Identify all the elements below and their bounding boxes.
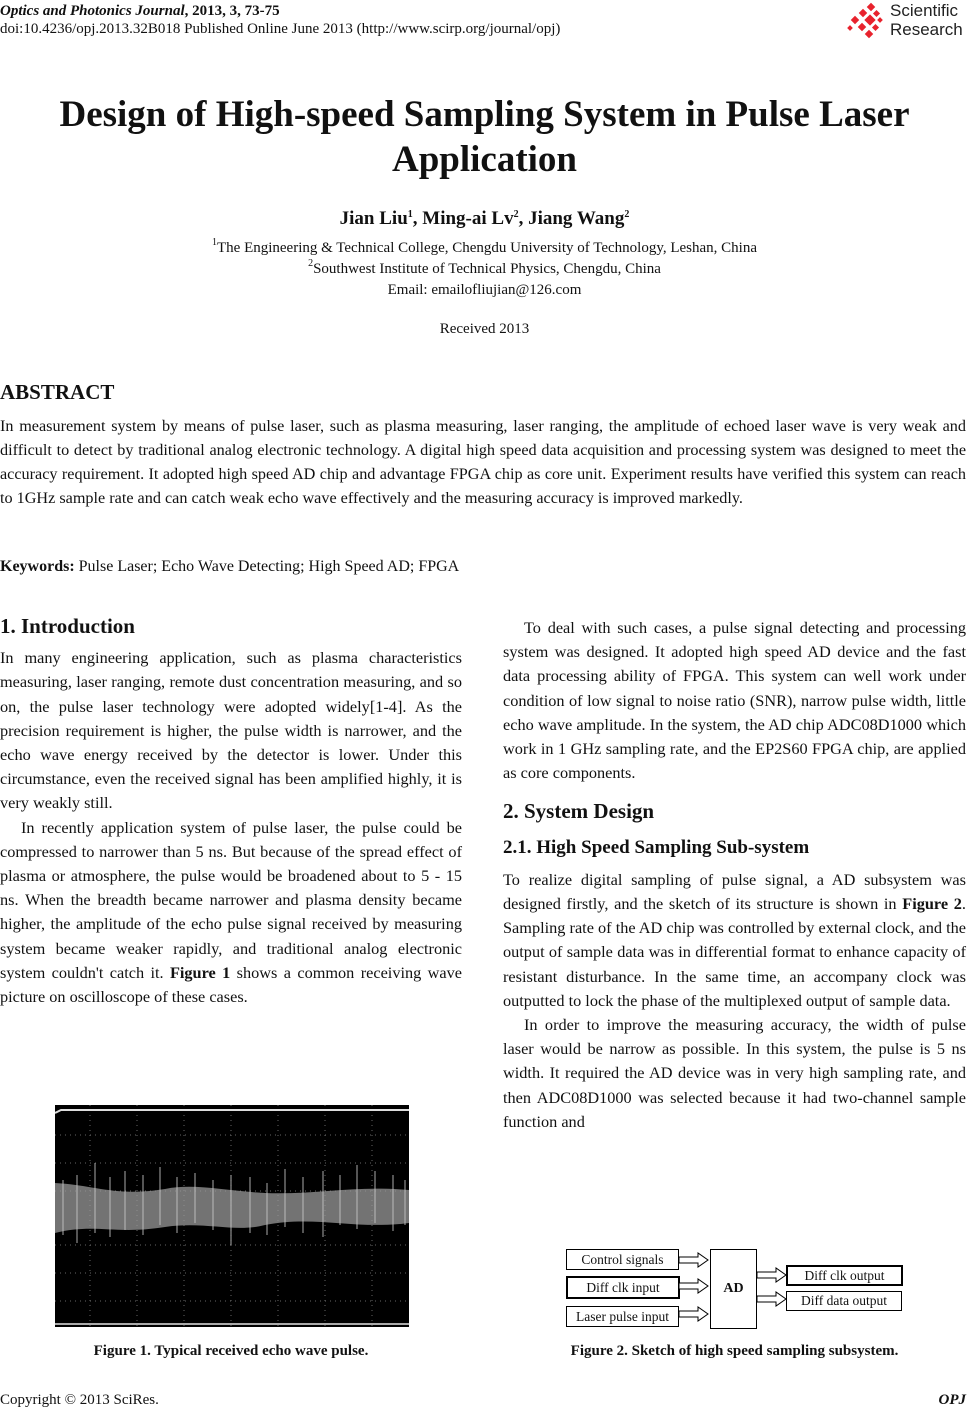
received-date: Received 2013 xyxy=(439,321,530,337)
arrow-right-icon xyxy=(757,1268,786,1282)
affiliation-sup: 1 xyxy=(212,237,217,248)
arrow-right-icon xyxy=(679,1279,708,1293)
title-line-2: Application xyxy=(391,139,578,180)
logo-text-line1: Scientific xyxy=(890,1,959,20)
author-email: Email: emailofliujian@126.com xyxy=(387,282,582,298)
input-control-signals: Control signals xyxy=(566,1249,679,1270)
journal-name: Optics and Photonics Journal xyxy=(0,3,185,19)
abstract-heading: ABSTRACT xyxy=(0,380,115,404)
author-sep: , xyxy=(412,208,423,229)
left-column xyxy=(0,614,462,1009)
intro-paragraph-2 xyxy=(0,816,462,1010)
right-column xyxy=(503,616,966,1134)
text-run: To realize digital sampling of pulse signal, a AD subsystem was designed firstly, and the sketch of its structure is shown in xyxy=(503,869,966,914)
author-list xyxy=(0,208,969,230)
affiliation-sup: 2 xyxy=(308,258,314,269)
figure-2-caption: Figure 2. Sketch of high speed sampling subsystem. xyxy=(570,1343,899,1359)
affiliation-1 xyxy=(0,238,969,258)
arrow-right-icon xyxy=(757,1292,786,1306)
input-laser-pulse: Laser pulse input xyxy=(566,1306,679,1327)
author-sup: 2 xyxy=(513,209,519,220)
text-run: shows a common receiving wave picture on oscilloscope of these cases. xyxy=(0,962,462,1007)
author-sup: 2 xyxy=(624,209,630,220)
abstract-text: In measurement system by means of pulse laser, such as plasma measuring, laser ranging, the amplitude of echoed laser wave is very weak and difficult to detect by traditional analog electronic technology. A digital high speed data acquisition and processing system was designed to meet the accuracy requirement. It adopted high speed AD chip and advantage FPGA chip as core unit. Experiment results have verified this system can reach to 1GHz sample rate and can catch weak echo wave effectively and the measuring accuracy is improved markedly. xyxy=(0,417,966,507)
journal-citation xyxy=(0,2,280,20)
echo-wave-trace-icon xyxy=(55,1105,409,1327)
author-sep: , xyxy=(518,208,529,229)
affiliation-text: The Engineering & Technical College, Chengdu University of Technology, Leshan, China xyxy=(217,240,757,256)
journal-volume-info: , 2013, 3, 73-75 xyxy=(184,3,280,19)
intro-paragraph-1: In many engineering application, such as plasma characteristics measuring, laser ranging, remote dust concentration measuring, and so on, the pulse laser technology were adopted widely[1-4]. As the precision requirement is higher, the pulse width is narrower, and the echo wave energy received by the detector is lower. Under this circumstance, even the received signal has been amplified highly, it is very weakly still. xyxy=(0,648,462,813)
author: Jiang Wang xyxy=(528,208,625,229)
author-sup: 1 xyxy=(407,209,413,220)
journal-abbreviation: OPJ xyxy=(938,1392,966,1408)
logo-text-line2: Research xyxy=(890,20,963,39)
keywords-list: Pulse Laser; Echo Wave Detecting; High Speed AD; FPGA xyxy=(74,558,460,575)
title-line-1: Design of High-speed Sampling System in Pulse Laser xyxy=(59,94,910,135)
input-diff-clk: Diff clk input xyxy=(566,1276,680,1299)
doi-line: doi:10.4236/opj.2013.32B018 Published Online June 2013 (http://www.scirp.org/journal/opj) xyxy=(0,21,561,37)
keywords xyxy=(0,558,459,576)
author: Ming-ai Lv xyxy=(422,208,514,229)
subsection-heading-sampling: 2.1. High Speed Sampling Sub-system xyxy=(503,836,810,858)
figure-2-reference[interactable]: Figure 2 xyxy=(902,894,962,914)
publisher-logo xyxy=(846,0,969,44)
figure-1-reference[interactable]: Figure 1 xyxy=(169,962,231,982)
figure-1-oscilloscope-image xyxy=(55,1105,409,1327)
figure-2-block-diagram xyxy=(560,1245,910,1335)
copyright-notice: Copyright © 2013 SciRes. xyxy=(0,1392,159,1408)
scientific-research-diamond-logo-icon xyxy=(846,2,886,42)
ad-converter-block: AD xyxy=(710,1249,757,1329)
system-paragraph-1 xyxy=(503,868,966,1013)
text-run: . Sampling rate of the AD chip was controlled by external clock, and the output of sample data was in differential format to enhance capacity of resistant disturbance. In the same time, an accompany clock was outputted to lock the phase of the multiplexed output of sample data. xyxy=(503,894,966,1010)
keywords-label: Keywords: xyxy=(0,558,75,575)
figure-1-caption: Figure 1. Typical received echo wave pulse. xyxy=(93,1343,369,1359)
paper-title xyxy=(0,92,969,182)
author: Jian Liu xyxy=(339,208,408,229)
section-heading-introduction: 1. Introduction xyxy=(0,614,135,638)
arrow-right-icon xyxy=(679,1253,708,1267)
affiliation-text: Southwest Institute of Technical Physics, Chengdu, China xyxy=(313,261,661,277)
output-diff-clk: Diff clk output xyxy=(786,1265,903,1286)
text-run: In recently application system of pulse laser, the pulse could be compressed to narrower than 5 ns. But because of the spread effect of plasma or atmosphere, the pulse would be broadened about to 5 - 15 ns. When the breadth became narrower and plasma density became higher, the amplitude of the echo pulse signal received by measuring system became weaker rapidly, and traditional analog electronic system couldn't catch it. xyxy=(0,817,462,982)
section-heading-system-design: 2. System Design xyxy=(503,799,655,824)
intro-paragraph-3: To deal with such cases, a pulse signal detecting and processing system was designed. It adopted high speed AD device and the fast data processing ability of FPGA. This system can well work under condition of low signal to noise ratio (SNR), narrow pulse width, little echo wave amplitude. In the system, the AD chip ADC08D1000 which work in 1 GHz sampling rate, and the EP2S60 FPGA chip, are applied as core components. xyxy=(503,618,966,783)
output-diff-data: Diff data output xyxy=(786,1291,902,1311)
affiliation-2 xyxy=(0,259,969,279)
arrow-right-icon xyxy=(679,1307,708,1321)
system-paragraph-2: In order to improve the measuring accuracy, the width of pulse laser would be narrow as possible. In this system, the pulse is 5 ns width. It required the AD device was in very high sampling rate, and then ADC08D1000 was selected because it had two-channel sample function and xyxy=(503,1015,966,1131)
